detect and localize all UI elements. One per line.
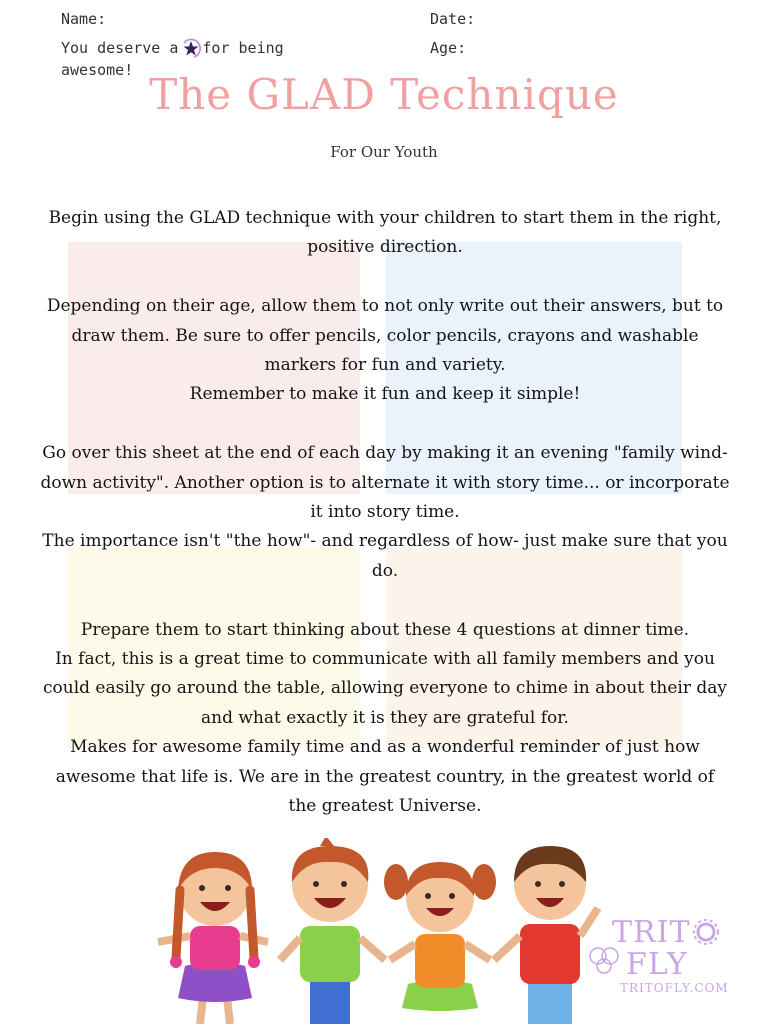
page-subtitle: For Our Youth [330, 143, 438, 161]
date-label: Date: [430, 10, 476, 28]
page-title: The GLAD Technique [149, 70, 619, 119]
paragraph-dinner: Prepare them to start thinking about these 4 questions at dinner time. [80, 619, 690, 640]
paragraph-intro: Begin using the GLAD technique with your children to start them in the right, positive direction. [48, 208, 722, 258]
tritofly-logo [586, 908, 736, 998]
deserve-suffix: for being awesome! [61, 39, 284, 79]
name-label: Name: [61, 10, 107, 28]
kid-boy-green [280, 838, 385, 1024]
gear-icon [694, 920, 718, 944]
logo-line1: TRIT [612, 915, 691, 950]
kid-boy-red [494, 846, 598, 1024]
paragraph-fun: Remember to make it fun and keep it simple! [189, 384, 581, 405]
paragraph-importance: The importance isn't "the how"- and regardless of how- just make sure that you do. [42, 531, 728, 581]
instructions-text [40, 204, 730, 821]
paragraph-draw: Depending on their age, allow them to not only write out their answers, but to draw them. Be sure to offer pencils, color pencils, crayons and washable markers for fun and variety. [46, 296, 724, 376]
kid-girl-pink [158, 852, 268, 1024]
deserve-prefix: You deserve a [61, 39, 179, 57]
butterfly-icon [590, 948, 618, 973]
kid-girl-orange [384, 862, 496, 1011]
star-icon [180, 37, 200, 57]
paragraph-evening: Go over this sheet at the end of each day by making it an evening "family wind-down activity". Another option is to alternate it with story time... or incorporate it into story time. [40, 443, 730, 523]
logo-line2: FLY [626, 947, 688, 982]
age-label: Age: [430, 39, 467, 57]
paragraph-awesome: Makes for awesome family time and as a wonderful reminder of just how awesome that life is. We are in the greatest country, in the greatest world of the greatest Universe. [55, 737, 715, 817]
paragraph-family: In fact, this is a great time to communicate with all family members and you could easily go around the table, allowing everyone to chime in about their day and what exactly it is they are grateful for. [42, 649, 728, 728]
kids-illustration [140, 838, 620, 1024]
logo-url: TRITOFLY.COM [620, 981, 729, 995]
